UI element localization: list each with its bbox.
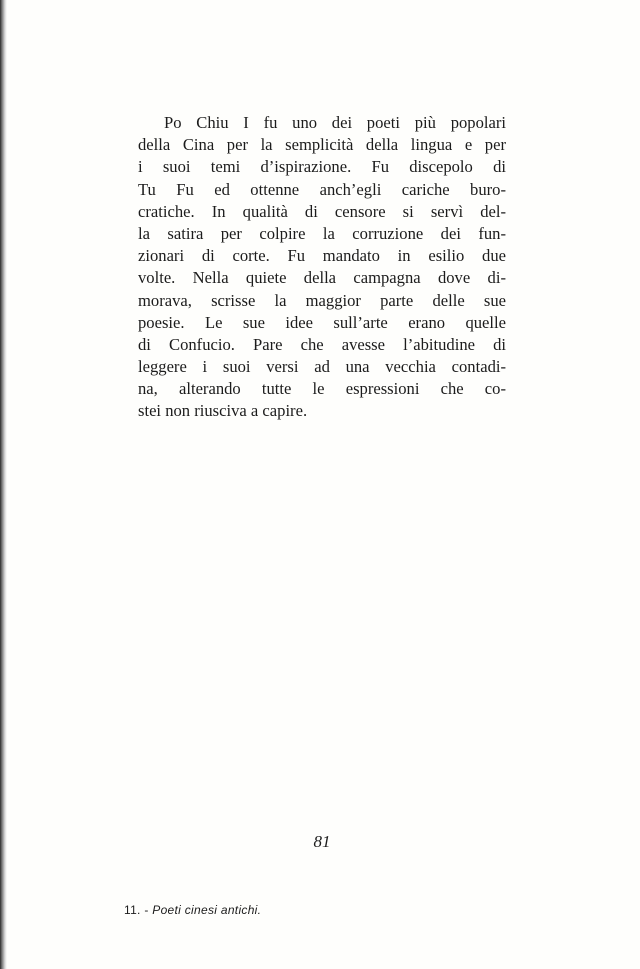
text-line: Po Chiu I fu uno dei poeti più popolari xyxy=(164,113,506,132)
page-number: 81 xyxy=(313,832,331,851)
text-line: leggere i suoi versi ad una vecchia contadi- xyxy=(138,357,506,377)
text-line: di Confucio. Pare che avesse l’abitudine di xyxy=(138,334,506,354)
page-gutter-shadow xyxy=(0,0,7,969)
text-line: stei non riusciva a capire. xyxy=(138,401,308,421)
text-line: morava, scrisse la maggior parte delle sue xyxy=(138,290,506,310)
text-line: zionari di corte. Fu mandato in esilio due xyxy=(138,246,506,266)
text-line: volte. Nella quiete della campagna dove di- xyxy=(138,268,506,288)
series-title: Poeti cinesi antichi. xyxy=(152,903,262,917)
text-line: na, alterando tutte le espressioni che co- xyxy=(138,379,506,399)
signature-mark: 11. - xyxy=(124,903,149,917)
text-line: della Cina per la semplicità della lingua e per xyxy=(138,135,506,155)
signature-footer xyxy=(124,903,261,917)
text-line: i suoi temi d’ispirazione. Fu discepolo di xyxy=(138,157,506,177)
text-line: Tu Fu ed ottenne anch’egli cariche buro- xyxy=(138,179,506,199)
text-line: la satira per colpire la corruzione dei fun- xyxy=(138,223,506,243)
text-line: cratiche. In qualità di censore si servì del- xyxy=(138,201,506,221)
text-line: poesie. Le sue idee sull’arte erano quelle xyxy=(138,312,506,332)
body-paragraph xyxy=(138,112,506,423)
